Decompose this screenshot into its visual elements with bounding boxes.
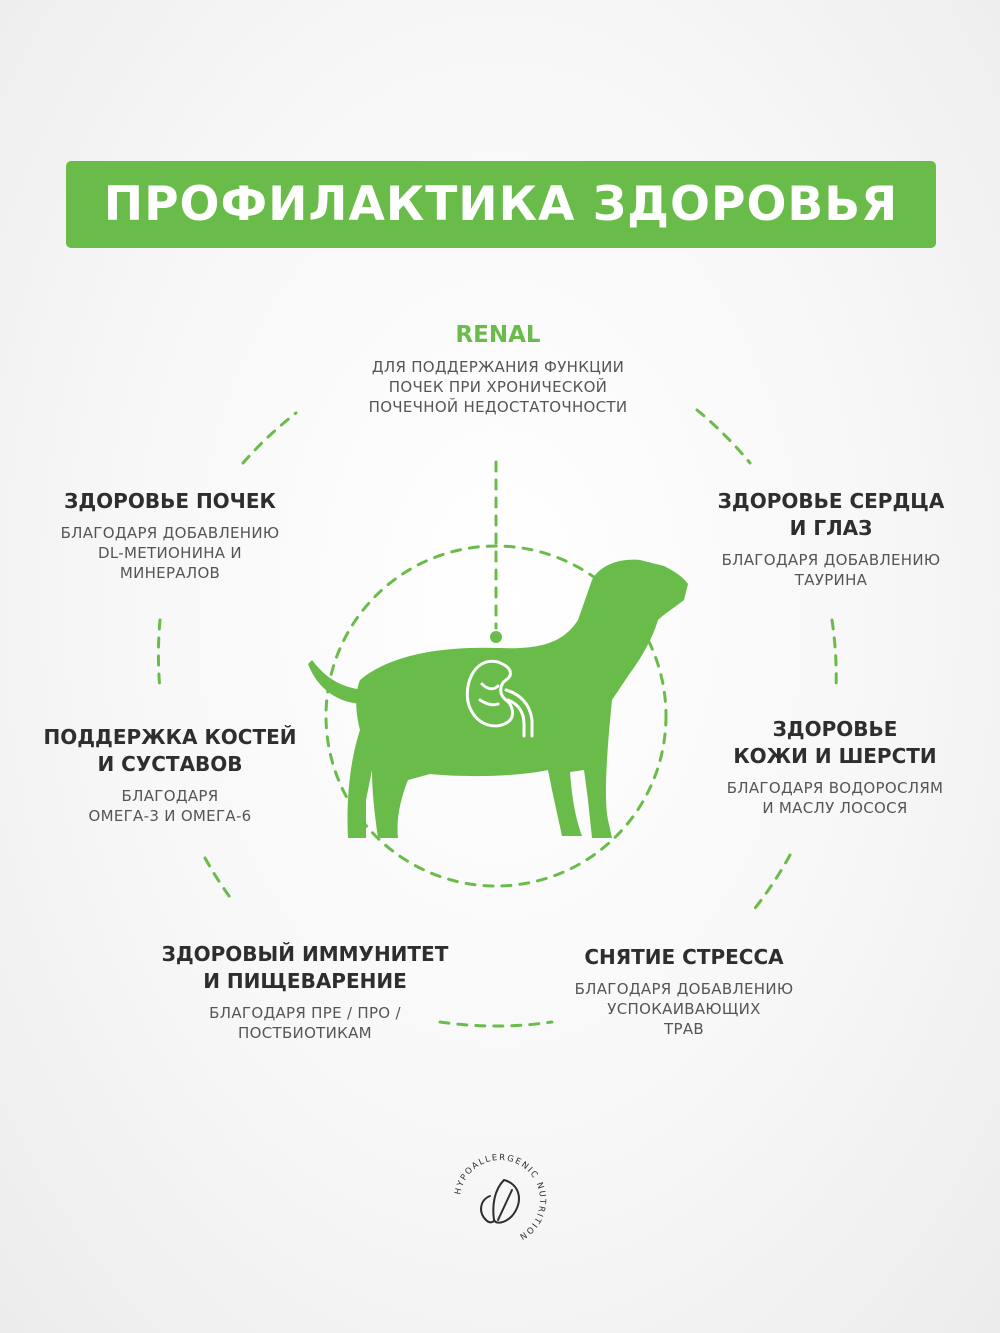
benefit-text: БЛАГОДАРЯ ДОБАВЛЕНИЮ DL-МЕТИОНИНА И МИНЕРАЛОВ bbox=[60, 524, 280, 582]
benefit-stress-relief bbox=[544, 944, 824, 1039]
outer-ring-arc-top-right bbox=[697, 410, 750, 463]
benefit-skin-coat bbox=[690, 716, 980, 818]
benefit-heart-eyes bbox=[686, 488, 976, 590]
benefit-heading: СНЯТИЕ СТРЕССА bbox=[584, 945, 784, 969]
connector-dot bbox=[490, 631, 502, 643]
benefit-text: БЛАГОДАРЯ ДОБАВЛЕНИЮ ТАУРИНА bbox=[721, 551, 941, 589]
benefit-immunity-digestion bbox=[130, 941, 480, 1043]
benefit-text: ДЛЯ ПОДДЕРЖАНИЯ ФУНКЦИИ ПОЧЕК ПРИ ХРОНИЧЕСКОЙ ПОЧЕЧНОЙ НЕДОСТАТОЧНОСТИ bbox=[368, 358, 628, 416]
outer-ring-arc-left bbox=[158, 620, 160, 690]
benefit-bones-joints bbox=[20, 724, 320, 826]
svg-text:HYPOALLERGENIC NUTRITION bbox=[453, 1153, 547, 1242]
leaf-icon bbox=[481, 1180, 519, 1223]
benefit-heading: ПОДДЕРЖКА КОСТЕЙ И СУСТАВОВ bbox=[43, 725, 297, 776]
benefit-text: БЛАГОДАРЯ ОМЕГА-3 И ОМЕГА-6 bbox=[88, 787, 252, 825]
outer-ring-arc-bottom-left bbox=[205, 858, 232, 900]
benefit-heading: ЗДОРОВЬЕ СЕРДЦА И ГЛАЗ bbox=[717, 489, 945, 540]
benefit-heading: ЗДОРОВЬЕ КОЖИ И ШЕРСТИ bbox=[733, 717, 937, 768]
benefit-heading: RENAL bbox=[455, 322, 541, 348]
benefit-text: БЛАГОДАРЯ ВОДОРОСЛЯМ И МАСЛУ ЛОСОСЯ bbox=[726, 779, 944, 817]
outer-ring-arc-top-left bbox=[243, 413, 296, 463]
dog-silhouette bbox=[308, 560, 688, 838]
page-title: ПРОФИЛАКТИКА ЗДОРОВЬЯ bbox=[103, 177, 899, 232]
benefit-heading: ЗДОРОВЬЕ ПОЧЕК bbox=[64, 489, 276, 513]
badge-text: HYPOALLERGENIC NUTRITION bbox=[453, 1152, 548, 1242]
hypoallergenic-badge bbox=[450, 1150, 550, 1250]
benefit-heading: ЗДОРОВЫЙ ИММУНИТЕТ И ПИЩЕВАРЕНИЕ bbox=[161, 942, 449, 993]
outer-ring-arc-bottom-right bbox=[752, 855, 790, 912]
benefit-text: БЛАГОДАРЯ ПРЕ / ПРО / ПОСТБИОТИКАМ bbox=[209, 1004, 401, 1042]
benefit-text: БЛАГОДАРЯ ДОБАВЛЕНИЮ УСПОКАИВАЮЩИХ ТРАВ bbox=[574, 980, 794, 1038]
benefit-renal bbox=[330, 322, 666, 417]
benefit-kidney bbox=[30, 488, 310, 583]
outer-ring-arc-right bbox=[832, 620, 836, 690]
